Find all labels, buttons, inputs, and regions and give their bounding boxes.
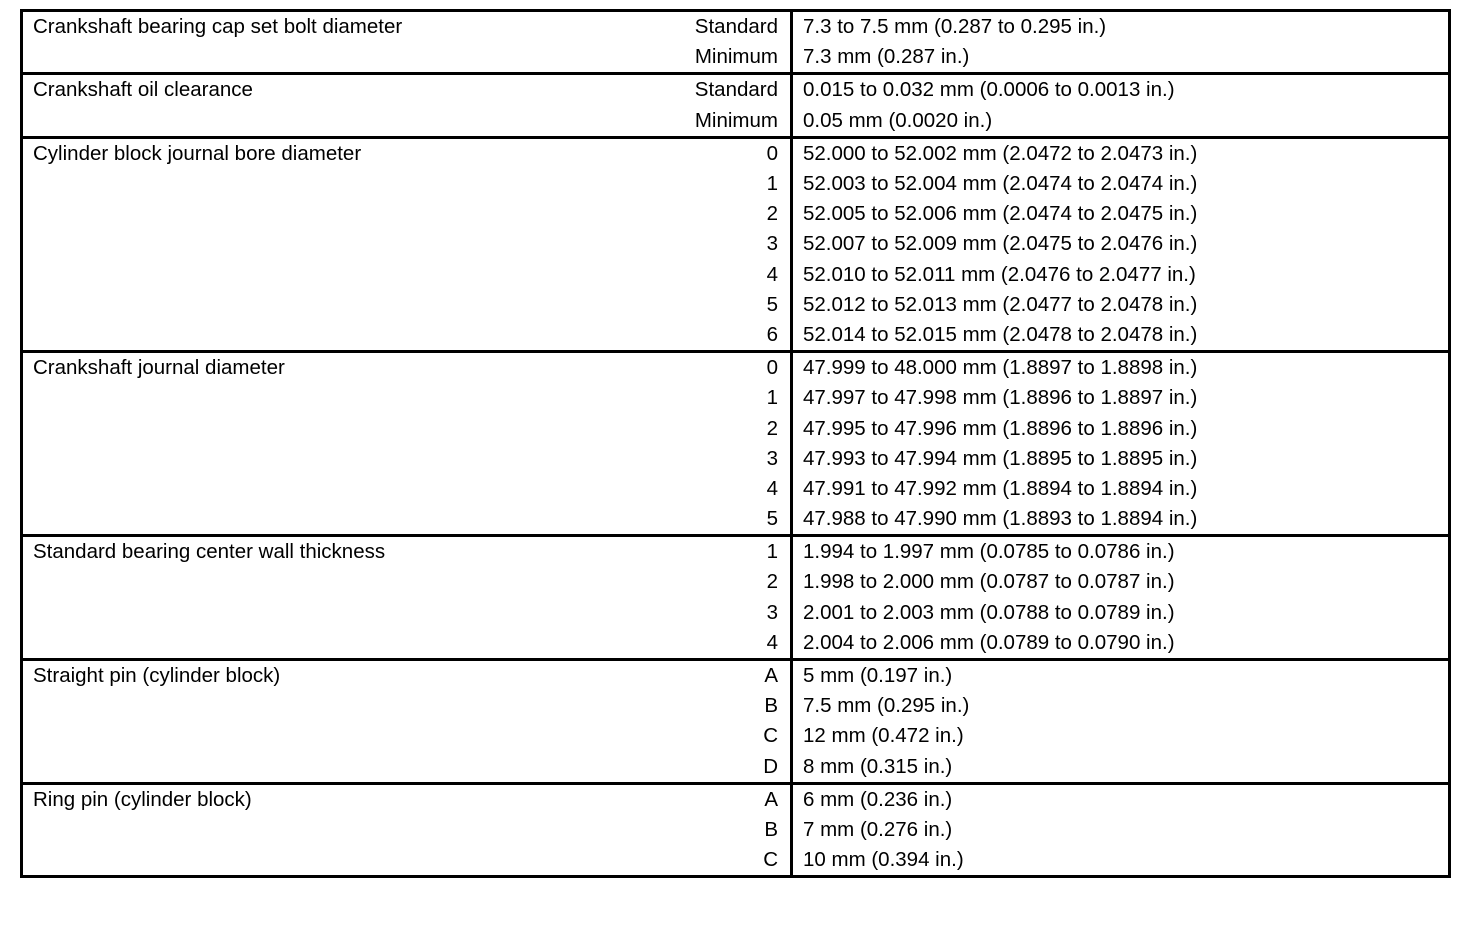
spec-key: 3 xyxy=(766,232,778,256)
spec-value: 47.991 to 47.992 mm (1.8894 to 1.8894 in.) xyxy=(792,474,1450,504)
spec-key: 1 xyxy=(766,386,778,410)
spec-key: 1 xyxy=(766,540,778,564)
spec-value: 52.012 to 52.013 mm (2.0477 to 2.0478 in.) xyxy=(792,290,1450,320)
spec-value: 52.007 to 52.009 mm (2.0475 to 2.0476 in.) xyxy=(792,229,1450,259)
spec-group-crankshaft-oil-clearance xyxy=(22,74,1450,137)
spec-key: 2 xyxy=(766,202,778,226)
spec-group-crankshaft-journal-diameter xyxy=(22,352,1450,536)
spec-key: 0 xyxy=(766,356,778,380)
spec-key: 4 xyxy=(766,262,778,286)
spec-key: 0 xyxy=(766,141,778,165)
spec-value: 1.994 to 1.997 mm (0.0785 to 0.0786 in.) xyxy=(792,536,1450,568)
spec-key: 6 xyxy=(766,322,778,346)
table-row xyxy=(22,74,1450,106)
spec-item-name: Standard bearing center wall thickness xyxy=(33,540,386,564)
spec-group-crankshaft-bearing-cap-set-bolt-diameter xyxy=(22,11,1450,74)
spec-key: 4 xyxy=(766,630,778,654)
spec-key: C xyxy=(763,848,778,872)
table-row xyxy=(22,137,1450,169)
spec-value: 47.995 to 47.996 mm (1.8896 to 1.8896 in.) xyxy=(792,413,1450,443)
spec-key: Standard xyxy=(694,15,778,39)
specification-table xyxy=(20,9,1451,878)
spec-key: 2 xyxy=(766,570,778,594)
spec-value: 52.000 to 52.002 mm (2.0472 to 2.0473 in.) xyxy=(792,137,1450,169)
table-row xyxy=(22,352,1450,384)
spec-key: B xyxy=(764,694,778,718)
spec-group-ring-pin-cylinder-block xyxy=(22,783,1450,877)
table-row xyxy=(22,783,1450,815)
spec-value: 47.997 to 47.998 mm (1.8896 to 1.8897 in.) xyxy=(792,383,1450,413)
table-row xyxy=(22,659,1450,691)
spec-key: Minimum xyxy=(694,108,778,132)
spec-value: 0.05 mm (0.0020 in.) xyxy=(792,106,1450,138)
spec-item-name: Crankshaft oil clearance xyxy=(33,78,253,102)
spec-key: B xyxy=(764,817,778,841)
spec-value: 52.014 to 52.015 mm (2.0478 to 2.0478 in.) xyxy=(792,320,1450,352)
spec-value: 47.993 to 47.994 mm (1.8895 to 1.8895 in.) xyxy=(792,444,1450,474)
spec-key: Minimum xyxy=(694,45,778,69)
spec-value: 2.001 to 2.003 mm (0.0788 to 0.0789 in.) xyxy=(792,598,1450,628)
spec-value: 0.015 to 0.032 mm (0.0006 to 0.0013 in.) xyxy=(792,74,1450,106)
spec-key: 3 xyxy=(766,600,778,624)
spec-key: Standard xyxy=(694,78,778,102)
spec-value: 52.003 to 52.004 mm (2.0474 to 2.0474 in.) xyxy=(792,169,1450,199)
spec-value: 2.004 to 2.006 mm (0.0789 to 0.0790 in.) xyxy=(792,628,1450,660)
spec-value: 10 mm (0.394 in.) xyxy=(792,845,1450,877)
spec-value: 1.998 to 2.000 mm (0.0787 to 0.0787 in.) xyxy=(792,567,1450,597)
spec-key: 4 xyxy=(766,476,778,500)
spec-value: 47.988 to 47.990 mm (1.8893 to 1.8894 in.) xyxy=(792,504,1450,536)
spec-value: 7.5 mm (0.295 in.) xyxy=(792,691,1450,721)
spec-key: 2 xyxy=(766,416,778,440)
spec-group-cylinder-block-journal-bore-diameter xyxy=(22,137,1450,351)
spec-key: D xyxy=(763,754,778,778)
table-row xyxy=(22,11,1450,43)
spec-group-standard-bearing-center-wall-thickness xyxy=(22,536,1450,660)
spec-value: 52.005 to 52.006 mm (2.0474 to 2.0475 in.) xyxy=(792,199,1450,229)
spec-value: 52.010 to 52.011 mm (2.0476 to 2.0477 in.) xyxy=(792,260,1450,290)
spec-value: 7.3 to 7.5 mm (0.287 to 0.295 in.) xyxy=(792,11,1450,43)
spec-item-name: Crankshaft journal diameter xyxy=(33,356,285,380)
spec-value: 7 mm (0.276 in.) xyxy=(792,815,1450,845)
spec-value: 12 mm (0.472 in.) xyxy=(792,721,1450,751)
spec-item-name: Crankshaft bearing cap set bolt diameter xyxy=(33,15,403,38)
spec-key: 5 xyxy=(766,292,778,316)
spec-key: A xyxy=(764,664,778,688)
spec-value: 47.999 to 48.000 mm (1.8897 to 1.8898 in.) xyxy=(792,352,1450,384)
spec-key: 5 xyxy=(766,507,778,531)
spec-key: 3 xyxy=(766,446,778,470)
spec-value: 6 mm (0.236 in.) xyxy=(792,783,1450,815)
spec-key: C xyxy=(763,724,778,748)
spec-value: 5 mm (0.197 in.) xyxy=(792,659,1450,691)
spec-key: A xyxy=(764,787,778,811)
spec-item-name: Cylinder block journal bore diameter xyxy=(33,141,362,165)
spec-item-name: Ring pin (cylinder block) xyxy=(33,787,252,811)
table-row xyxy=(22,536,1450,568)
spec-item-name: Straight pin (cylinder block) xyxy=(33,663,281,687)
spec-group-straight-pin-cylinder-block xyxy=(22,659,1450,783)
spec-key: 1 xyxy=(766,172,778,196)
spec-value: 8 mm (0.315 in.) xyxy=(792,752,1450,784)
spec-value: 7.3 mm (0.287 in.) xyxy=(792,42,1450,74)
